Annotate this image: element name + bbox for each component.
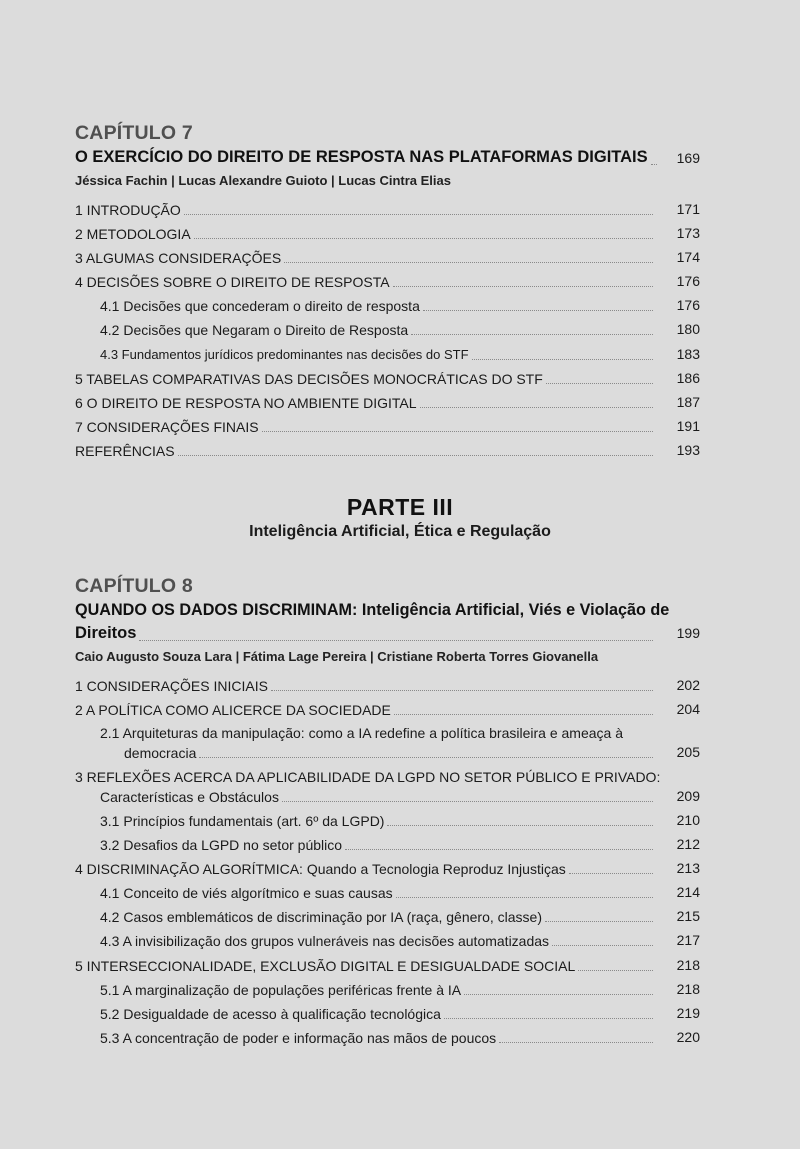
chapter-8-authors: Caio Augusto Souza Lara | Fátima Lage Pereira | Cristiane Roberta Torres Giovanella bbox=[75, 649, 599, 664]
toc-entry-text: Características e Obstáculos bbox=[100, 789, 279, 805]
dot-leader bbox=[262, 431, 653, 432]
toc-subentry[interactable] bbox=[100, 297, 653, 315]
chapter-7-authors: Jéssica Fachin | Lucas Alexandre Guioto | Lucas Cintra Elias bbox=[75, 173, 451, 188]
dot-leader bbox=[411, 334, 653, 335]
toc-subentry[interactable] bbox=[100, 321, 653, 339]
dot-leader bbox=[284, 262, 653, 263]
dot-leader bbox=[387, 825, 653, 826]
toc-entry[interactable] bbox=[75, 701, 653, 719]
dot-leader bbox=[420, 407, 653, 408]
toc-entry[interactable] bbox=[75, 249, 653, 267]
toc-entry-text: 2 METODOLOGIA bbox=[75, 226, 191, 242]
toc-entry-line1[interactable]: 3 REFLEXÕES ACERCA DA APLICABILIDADE DA LGPD NO SETOR PÚBLICO E PRIVADO: bbox=[75, 769, 661, 785]
toc-entry-page: 209 bbox=[676, 788, 700, 804]
chapter-7-title-row[interactable] bbox=[75, 146, 653, 169]
toc-entry[interactable] bbox=[75, 394, 653, 412]
toc-entry-text: 5.1 A marginalização de populações periféricas frente à IA bbox=[100, 982, 462, 998]
toc-entry-text: 3 ALGUMAS CONSIDERAÇÕES bbox=[75, 250, 282, 266]
toc-entry-page: 183 bbox=[676, 346, 700, 362]
toc-entry-text: democracia bbox=[124, 745, 197, 761]
dot-leader bbox=[282, 801, 653, 802]
dot-leader bbox=[396, 897, 653, 898]
dot-leader bbox=[199, 757, 653, 758]
toc-entry-text: 4.3 A invisibilização dos grupos vulneráveis nas decisões automatizadas bbox=[100, 933, 550, 949]
chapter-7-label: CAPÍTULO 7 bbox=[75, 122, 193, 144]
toc-entry[interactable] bbox=[75, 201, 653, 219]
toc-entry[interactable] bbox=[75, 418, 653, 436]
toc-entry-text: REFERÊNCIAS bbox=[75, 443, 175, 459]
toc-subentry[interactable] bbox=[100, 346, 653, 364]
toc-entry-page: 171 bbox=[676, 201, 700, 217]
toc-entry-text: 2 A POLÍTICA COMO ALICERCE DA SOCIEDADE bbox=[75, 702, 391, 718]
toc-subentry[interactable] bbox=[100, 884, 653, 902]
chapter-8-title-row[interactable] bbox=[75, 599, 670, 645]
toc-entry-page: 212 bbox=[676, 836, 700, 852]
toc-entry-page: 176 bbox=[676, 297, 700, 313]
toc-entry-page: 217 bbox=[676, 932, 700, 948]
chapter-8-page: 199 bbox=[676, 625, 700, 641]
toc-subentry[interactable] bbox=[124, 744, 653, 762]
chapter-7-page: 169 bbox=[676, 150, 700, 166]
toc-entry-text: 6 O DIREITO DE RESPOSTA NO AMBIENTE DIGITAL bbox=[75, 395, 417, 411]
toc-entry-text: 4.1 Conceito de viés algorítmico e suas causas bbox=[100, 885, 393, 901]
part-subtitle: Inteligência Artificial, Ética e Regulação bbox=[249, 523, 551, 540]
toc-entry-page: 202 bbox=[676, 677, 700, 693]
toc-entry-text: 1 CONSIDERAÇÕES INICIAIS bbox=[75, 678, 268, 694]
toc-entry[interactable] bbox=[75, 442, 653, 460]
toc-entry-page: 176 bbox=[676, 273, 700, 289]
dot-leader bbox=[569, 873, 653, 874]
toc-subentry[interactable] bbox=[100, 812, 653, 830]
dot-leader bbox=[194, 238, 653, 239]
toc-entry-text: 4.2 Casos emblemáticos de discriminação por IA (raça, gênero, classe) bbox=[100, 909, 542, 925]
toc-subentry[interactable] bbox=[100, 981, 653, 999]
toc-entry-text: 5 INTERSECCIONALIDADE, EXCLUSÃO DIGITAL E DESIGUALDADE SOCIAL bbox=[75, 958, 576, 974]
toc-subentry[interactable] bbox=[100, 908, 653, 926]
dot-leader bbox=[464, 994, 653, 995]
toc-entry[interactable] bbox=[75, 370, 653, 388]
toc-entry[interactable] bbox=[75, 273, 653, 291]
dot-leader bbox=[578, 970, 653, 971]
toc-entry-page: 214 bbox=[676, 884, 700, 900]
toc-entry-text: 5 TABELAS COMPARATIVAS DAS DECISÕES MONOCRÁTICAS DO STF bbox=[75, 371, 543, 387]
toc-entry-text: 4.3 Fundamentos jurídicos predominantes nas decisões do STF bbox=[100, 347, 469, 362]
dot-leader bbox=[271, 690, 653, 691]
toc-entry-page: 174 bbox=[676, 249, 700, 265]
dot-leader bbox=[139, 640, 653, 641]
toc-entry-text: 5.2 Desigualdade de acesso à qualificação tecnológica bbox=[100, 1006, 441, 1022]
toc-entry-page: 219 bbox=[676, 1005, 700, 1021]
toc-subentry[interactable] bbox=[100, 836, 653, 854]
toc-entry-page: 218 bbox=[676, 981, 700, 997]
dot-leader bbox=[499, 1042, 653, 1043]
toc-entry-text: 3.2 Desafios da LGPD no setor público bbox=[100, 837, 343, 853]
toc-subentry[interactable] bbox=[100, 1005, 653, 1023]
toc-entry[interactable] bbox=[75, 677, 653, 695]
dot-leader bbox=[184, 214, 653, 215]
toc-entry-page: 191 bbox=[676, 418, 700, 434]
toc-entry-page: 210 bbox=[676, 812, 700, 828]
dot-leader bbox=[393, 286, 653, 287]
toc-entry-page: 204 bbox=[676, 701, 700, 717]
dot-leader bbox=[423, 310, 653, 311]
toc-entry-page: 218 bbox=[676, 957, 700, 973]
toc-entry-page: 173 bbox=[676, 225, 700, 241]
chapter-8-title-line2: Direitos bbox=[75, 624, 137, 642]
toc-entry-page: 213 bbox=[676, 860, 700, 876]
toc-entry-page: 186 bbox=[676, 370, 700, 386]
toc-subentry[interactable] bbox=[100, 932, 653, 950]
toc-entry-page: 220 bbox=[676, 1029, 700, 1045]
toc-entry-page: 187 bbox=[676, 394, 700, 410]
toc-entry[interactable] bbox=[75, 860, 653, 878]
toc-entry-text: 1 INTRODUÇÃO bbox=[75, 202, 181, 218]
dot-leader bbox=[552, 945, 653, 946]
dot-leader bbox=[444, 1018, 653, 1019]
toc-entry-page: 180 bbox=[676, 321, 700, 337]
dot-leader bbox=[545, 921, 653, 922]
toc-entry-text: 4 DISCRIMINAÇÃO ALGORÍTMICA: Quando a Tecnologia Reproduz Injustiças bbox=[75, 861, 566, 877]
toc-entry-text: 7 CONSIDERAÇÕES FINAIS bbox=[75, 419, 259, 435]
dot-leader bbox=[546, 383, 653, 384]
chapter-8-title-line1: QUANDO OS DADOS DISCRIMINAM: Inteligência Artificial, Viés e Violação de bbox=[75, 601, 670, 619]
toc-entry-text: 4.2 Decisões que Negaram o Direito de Resposta bbox=[100, 322, 409, 338]
dot-leader bbox=[345, 849, 653, 850]
toc-entry-text: 3.1 Princípios fundamentais (art. 6º da LGPD) bbox=[100, 813, 385, 829]
toc-entry-page: 193 bbox=[676, 442, 700, 458]
toc-entry-text: 4.1 Decisões que concederam o direito de resposta bbox=[100, 298, 420, 314]
toc-subentry[interactable] bbox=[100, 1029, 653, 1047]
toc-entry[interactable] bbox=[75, 225, 653, 243]
dot-leader bbox=[394, 714, 653, 715]
toc-entry-text: 4 DECISÕES SOBRE O DIREITO DE RESPOSTA bbox=[75, 274, 390, 290]
toc-entry[interactable] bbox=[100, 788, 653, 806]
dot-leader bbox=[178, 455, 653, 456]
toc-entry-text: 5.3 A concentração de poder e informação nas mãos de poucos bbox=[100, 1030, 497, 1046]
dot-leader bbox=[472, 359, 653, 360]
toc-entry-page: 205 bbox=[676, 744, 700, 760]
toc-entry[interactable] bbox=[75, 957, 653, 975]
toc-entry-page: 215 bbox=[676, 908, 700, 924]
chapter-8-label: CAPÍTULO 8 bbox=[75, 575, 193, 597]
part-title: PARTE III bbox=[346, 494, 454, 520]
toc-subentry-line1[interactable]: 2.1 Arquiteturas da manipulação: como a IA redefine a política brasileira e ameaça à bbox=[100, 725, 623, 741]
chapter-7-title: O EXERCÍCIO DO DIREITO DE RESPOSTA NAS PLATAFORMAS DIGITAIS bbox=[75, 148, 648, 166]
